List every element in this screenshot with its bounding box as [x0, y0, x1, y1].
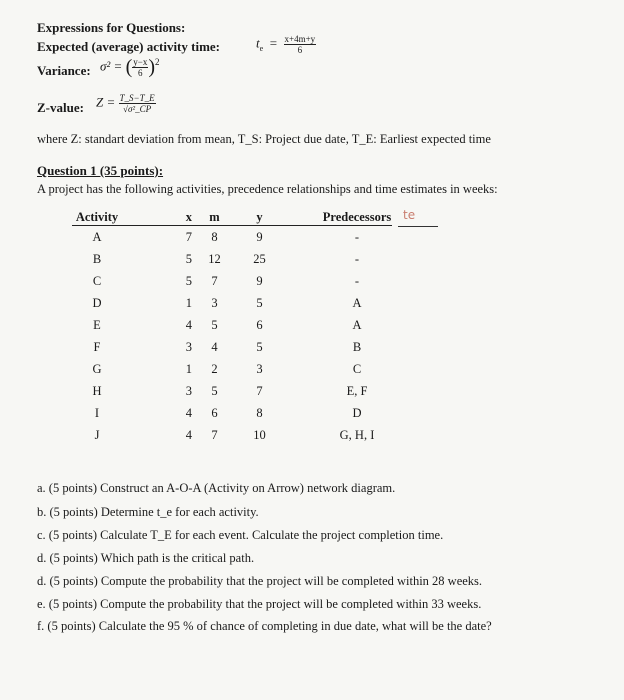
- cell-activity: J: [94, 427, 100, 442]
- cell-y: 10: [253, 427, 266, 442]
- table-row: [72, 402, 432, 424]
- cell-activity: E: [93, 317, 101, 332]
- cell-x: 4: [185, 317, 192, 332]
- cell-y: 3: [256, 361, 263, 376]
- header-predecessors: Predecessors: [322, 209, 392, 224]
- cell-predecessors: E, F: [346, 383, 368, 398]
- cell-m: 4: [211, 339, 218, 354]
- cell-x: 7: [185, 229, 192, 244]
- table-header-rule: [72, 225, 392, 226]
- cell-activity: G: [92, 361, 102, 376]
- cell-predecessors: C: [352, 361, 362, 376]
- question-part-1: a. (5 points) Construct an A-O-A (Activity on Arrow) network diagram.: [37, 481, 396, 495]
- te-formula: $t_e$ = $\frac{x+4m+y}{6}$: [256, 34, 316, 55]
- header-activity: Activity: [75, 209, 119, 224]
- cell-m: 12: [208, 251, 221, 266]
- cell-x: 1: [185, 295, 192, 310]
- question-part-5: d. (5 points) Compute the probability that the project will be completed within 28 weeks.: [37, 574, 483, 588]
- cell-m: 5: [211, 317, 218, 332]
- cell-predecessors: D: [352, 405, 362, 420]
- cell-predecessors: -: [354, 251, 360, 266]
- header-m: m: [209, 209, 220, 224]
- question-heading: Question 1 (35 points):: [37, 163, 164, 178]
- question-intro: A project has the following activities, precedence relationships and time estimates in weeks:: [37, 182, 498, 196]
- table-row: [72, 270, 432, 292]
- cell-y: 9: [256, 229, 263, 244]
- z-formula: Z = $\frac{T\_S-T\_E}{\text{√σ²\_CP}}$: [96, 93, 155, 114]
- cell-activity: B: [92, 251, 102, 266]
- variance-formula: σ² = ( $\frac{y-x}{6}$ )$^2$: [100, 56, 160, 78]
- cell-predecessors: -: [354, 273, 360, 288]
- cell-x: 4: [185, 427, 192, 442]
- cell-predecessors: -: [354, 229, 360, 244]
- cell-activity: C: [92, 273, 102, 288]
- cell-m: 5: [211, 383, 218, 398]
- cell-y: 5: [256, 295, 263, 310]
- activity-table: [72, 208, 432, 446]
- header-x: x: [185, 209, 192, 224]
- handwritten-te: te: [403, 208, 416, 222]
- cell-y: 8: [256, 405, 263, 420]
- cell-m: 2: [211, 361, 218, 376]
- handwritten-te-rule: [398, 226, 438, 227]
- table-row: [72, 226, 432, 248]
- cell-predecessors: B: [352, 339, 362, 354]
- te-fraction: $\frac{x+4m+y}{6}$: [284, 34, 316, 55]
- where-text: where Z: standart deviation from mean, T_S: Project due date, T_E: Earliest expected time: [37, 132, 491, 146]
- cell-activity: A: [92, 229, 102, 244]
- question-part-2: b. (5 points) Determine t_e for each activity.: [37, 505, 259, 519]
- cell-y: 7: [256, 383, 263, 398]
- variance-label: Variance:: [37, 63, 91, 78]
- table-row: [72, 380, 432, 402]
- cell-m: 8: [211, 229, 218, 244]
- zvalue-label: Z-value:: [37, 100, 84, 115]
- cell-predecessors: A: [352, 317, 362, 332]
- cell-x: 3: [185, 339, 192, 354]
- cell-m: 6: [211, 405, 218, 420]
- cell-x: 5: [185, 273, 192, 288]
- cell-x: 5: [185, 251, 192, 266]
- question-part-3: c. (5 points) Calculate T_E for each event. Calculate the project completion time.: [37, 528, 444, 542]
- cell-activity: D: [92, 295, 102, 310]
- table-row: [72, 336, 432, 358]
- cell-m: 3: [211, 295, 218, 310]
- cell-m: 7: [211, 427, 218, 442]
- cell-y: 6: [256, 317, 263, 332]
- expected-label: Expected (average) activity time:: [37, 39, 221, 54]
- cell-y: 9: [256, 273, 263, 288]
- cell-m: 7: [211, 273, 218, 288]
- table-row: [72, 248, 432, 270]
- cell-activity: F: [93, 339, 101, 354]
- header-y: y: [256, 209, 263, 224]
- table-header-row: [72, 208, 432, 226]
- cell-x: 4: [185, 405, 192, 420]
- cell-y: 5: [256, 339, 263, 354]
- cell-y: 25: [253, 251, 266, 266]
- question-part-6: e. (5 points) Compute the probability that the project will be completed within 33 weeks.: [37, 597, 482, 611]
- question-part-4: d. (5 points) Which path is the critical path.: [37, 551, 255, 565]
- cell-activity: I: [94, 405, 100, 420]
- question-part-7: f. (5 points) Calculate the 95 % of chance of completing in due date, what will be the date?: [37, 619, 492, 633]
- cell-predecessors: G, H, I: [339, 427, 375, 442]
- cell-x: 1: [185, 361, 192, 376]
- cell-activity: H: [92, 383, 102, 398]
- cell-x: 3: [185, 383, 192, 398]
- table-row: [72, 358, 432, 380]
- table-row: [72, 424, 432, 446]
- table-row: [72, 314, 432, 336]
- expressions-title: Expressions for Questions:: [37, 20, 186, 35]
- cell-predecessors: A: [352, 295, 362, 310]
- table-row: [72, 292, 432, 314]
